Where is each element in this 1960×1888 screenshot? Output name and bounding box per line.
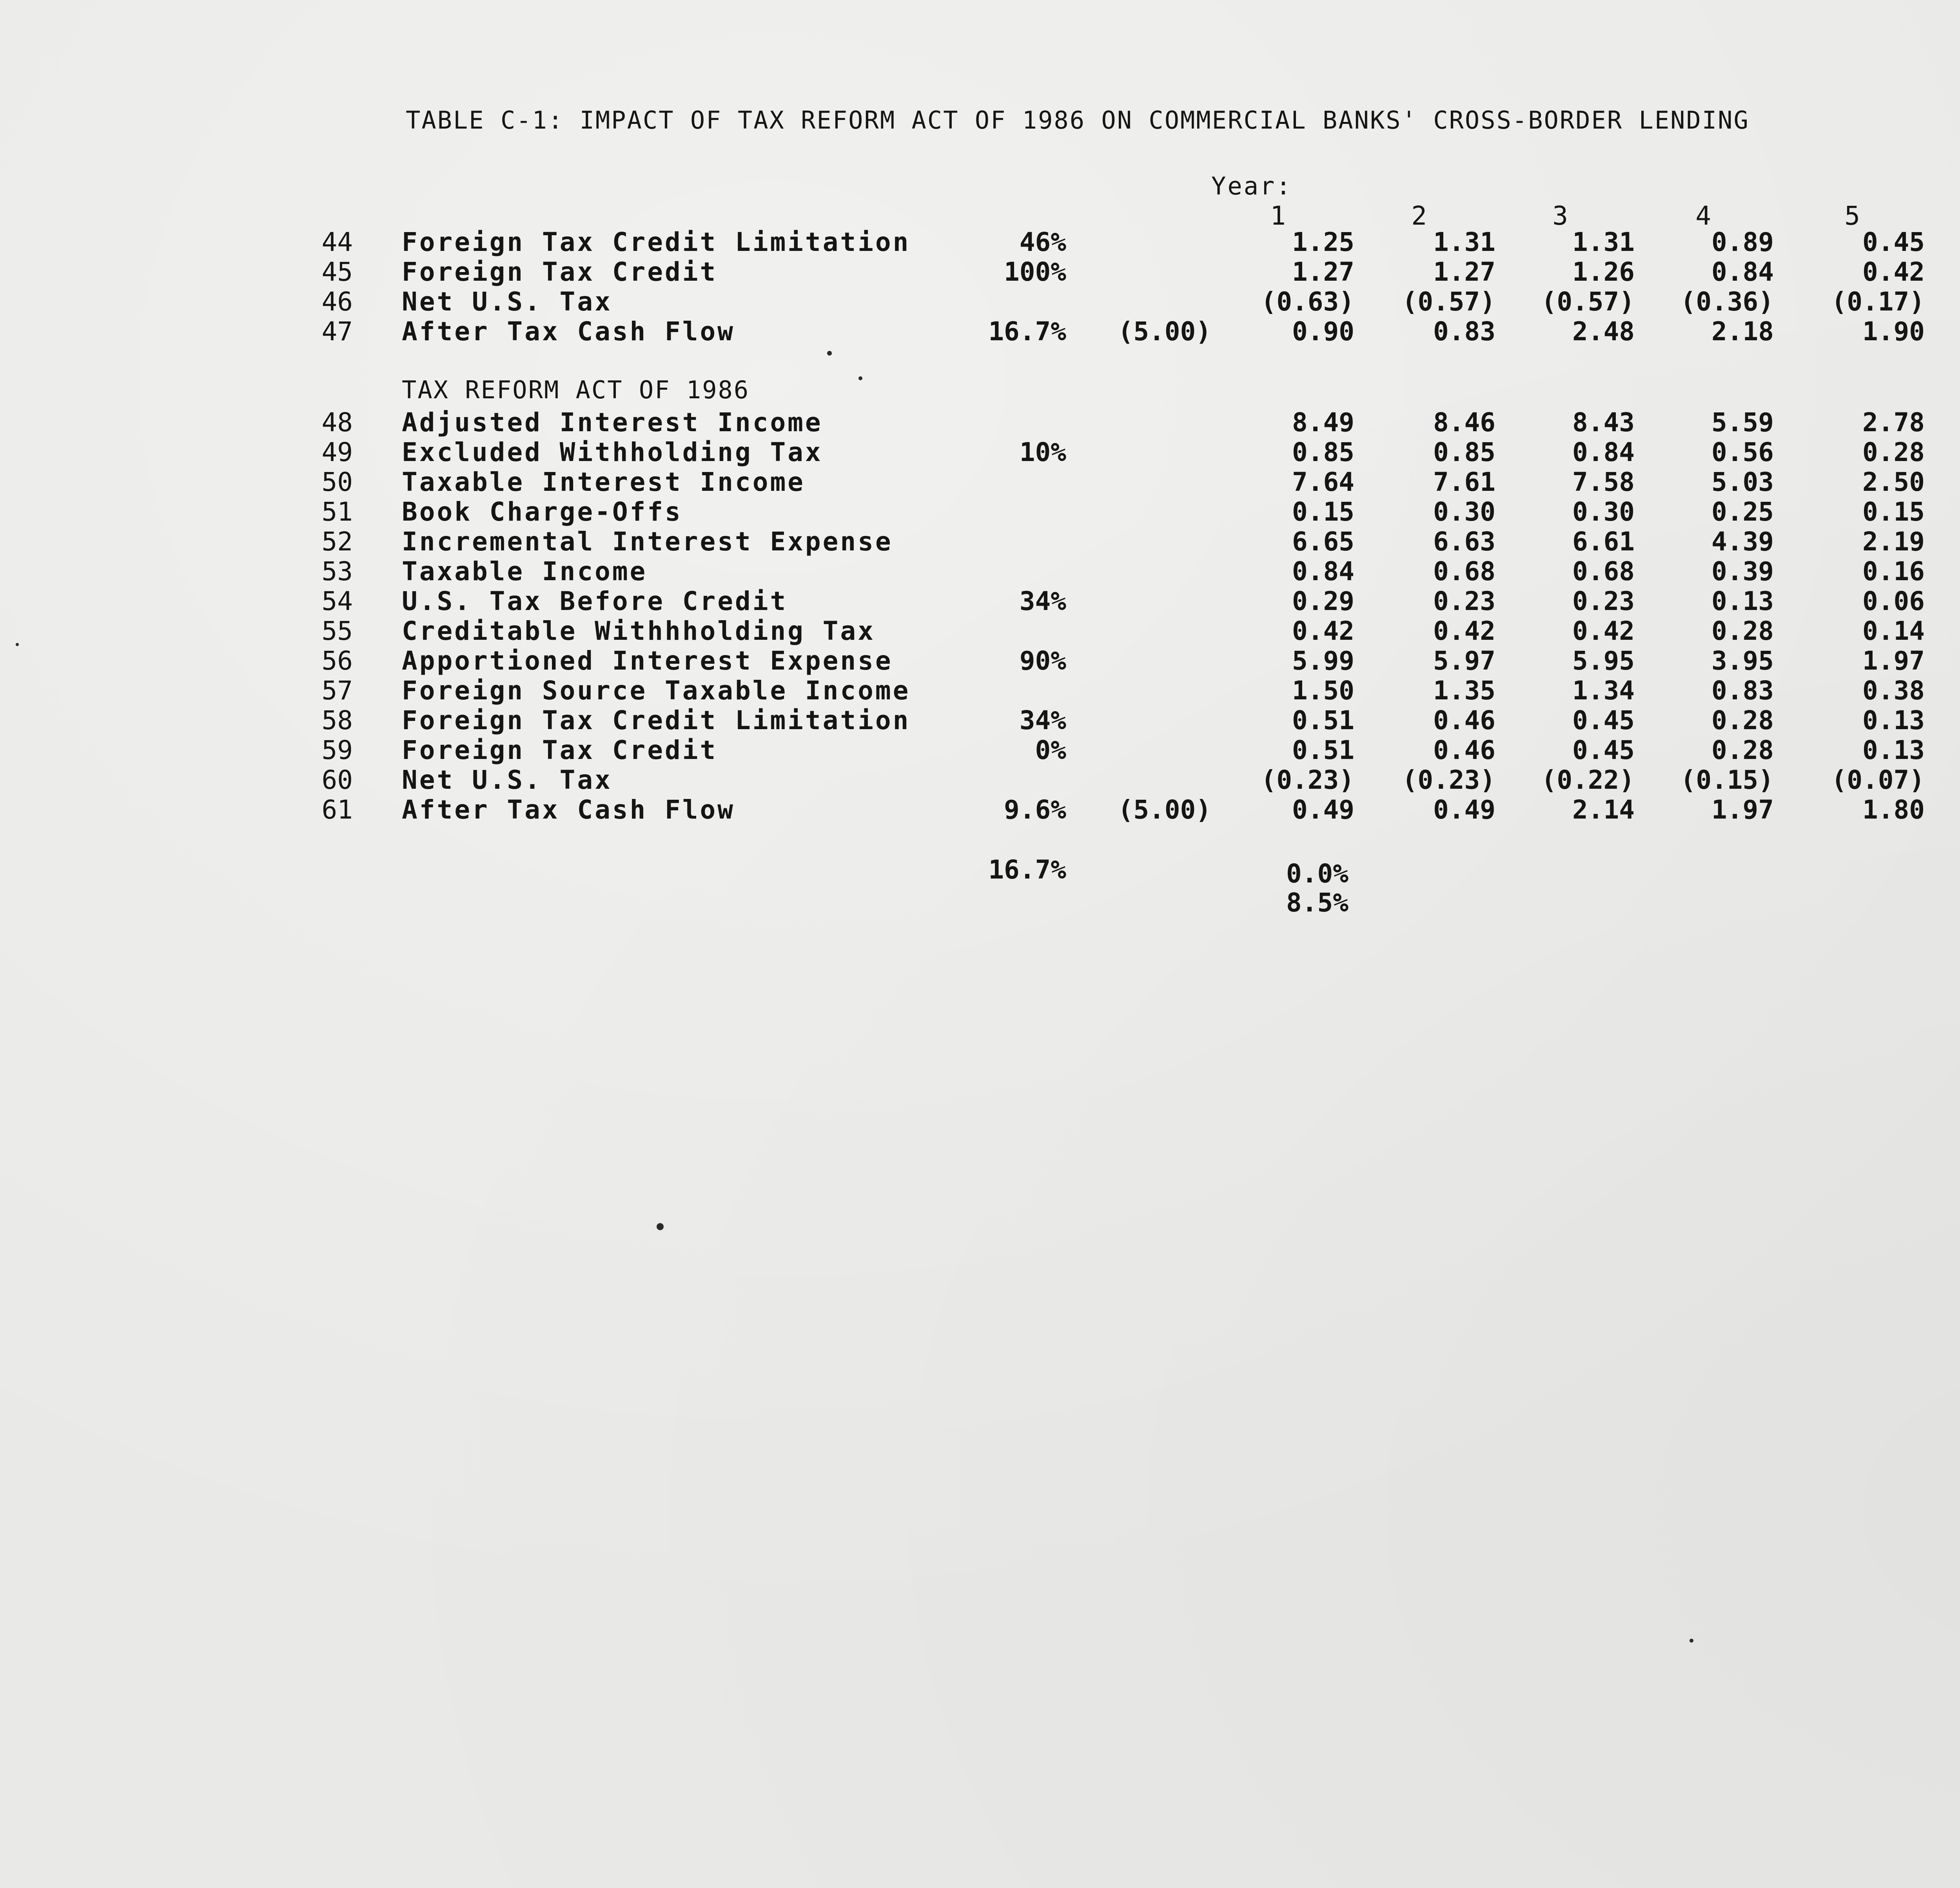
- value-year-2: 0.68: [1433, 556, 1495, 586]
- year-header-2: 2: [1411, 201, 1427, 231]
- row-label: Net U.S. Tax: [402, 765, 612, 795]
- value-year-6: [1940, 586, 1960, 616]
- row-label: Excluded Withholding Tax: [402, 437, 823, 467]
- value-year-5: 0.13: [1862, 735, 1925, 765]
- row-label: Adjusted Interest Income: [402, 407, 823, 438]
- value-year-3: 7.58: [1572, 467, 1635, 497]
- value-year-2: 0.23: [1433, 586, 1495, 616]
- value-year-3: 0.68: [1572, 556, 1635, 586]
- table-row: [0, 408, 1960, 438]
- table-row: [0, 646, 1960, 676]
- value-year-4: 0.28: [1711, 735, 1774, 765]
- value-year-1: (0.23): [1261, 765, 1354, 795]
- value-year-3: 1.34: [1572, 675, 1635, 706]
- row-rate: 34%: [1019, 586, 1066, 616]
- section-header: TAX REFORM ACT OF 1986: [402, 376, 750, 404]
- value-year-2: 0.46: [1433, 735, 1495, 765]
- row-label: Creditable Withhholding Tax: [402, 616, 875, 646]
- value-year-5: 0.28: [1862, 437, 1925, 467]
- value-year-2: 0.42: [1433, 616, 1495, 646]
- value-year-2: 7.61: [1433, 467, 1495, 497]
- table-row: [0, 227, 1960, 257]
- table-title: TABLE C-1: IMPACT OF TAX REFORM ACT OF 1986 ON COMMERCIAL BANKS' CROSS-BORDER LENDING: [406, 106, 1749, 134]
- row-number: 50: [321, 467, 353, 497]
- value-year-2: 6.63: [1433, 526, 1495, 557]
- value-year-3: 0.23: [1572, 586, 1635, 616]
- table-row: [0, 795, 1960, 825]
- value-year-3: 8.43: [1572, 407, 1635, 438]
- row-label: Foreign Tax Credit Limitation: [402, 705, 911, 735]
- value-year-1: 0.42: [1292, 616, 1354, 646]
- row-label: After Tax Cash Flow: [402, 316, 735, 347]
- row-number: 54: [321, 586, 353, 616]
- value-year-6: [1940, 735, 1960, 765]
- row-rate: 34%: [1019, 705, 1066, 735]
- row-number: 55: [321, 616, 353, 646]
- value-year-1: 0.15: [1292, 497, 1354, 527]
- row-label: Apportioned Interest Expense: [402, 646, 893, 676]
- row-rate: 46%: [1019, 227, 1066, 257]
- value-year-4: 4.39: [1711, 526, 1774, 557]
- row-number: 57: [321, 675, 353, 706]
- value-year-1: 0.29: [1292, 586, 1354, 616]
- value-year-6: [1940, 616, 1960, 646]
- value-year-2: 0.46: [1433, 705, 1495, 735]
- value-year-2: 1.27: [1433, 257, 1495, 287]
- summary-rate-post: 8.5%: [1286, 888, 1348, 918]
- table-row: [0, 317, 1960, 347]
- scan-speck: [858, 376, 862, 380]
- value-year-3: 2.14: [1572, 795, 1635, 825]
- value-year-6: [1940, 676, 1960, 706]
- value-year-4: 0.56: [1711, 437, 1774, 467]
- value-year-4: 2.18: [1711, 316, 1774, 347]
- value-year-4: 0.13: [1711, 586, 1774, 616]
- value-year-4: 0.89: [1711, 227, 1774, 257]
- year-header-5: 5: [1844, 201, 1860, 231]
- table-row: [0, 765, 1960, 795]
- scan-speck: [1690, 1639, 1693, 1643]
- value-year-1: 0.84: [1292, 556, 1354, 586]
- value-year-4: 0.28: [1711, 616, 1774, 646]
- row-label: Incremental Interest Expense: [402, 526, 893, 557]
- value-year-4: 5.59: [1711, 407, 1774, 438]
- value-year-3: 0.84: [1572, 437, 1635, 467]
- value-year-2: 5.97: [1433, 646, 1495, 676]
- value-year-5: 0.06: [1862, 586, 1925, 616]
- row-number: 59: [321, 735, 353, 765]
- value-year-2: (0.57): [1402, 287, 1495, 317]
- row-number: 48: [321, 407, 353, 438]
- value-year-6: [1940, 227, 1960, 257]
- value-year-3: 0.45: [1572, 735, 1635, 765]
- value-year-2: 8.46: [1433, 407, 1495, 438]
- value-year-3: (0.57): [1541, 287, 1635, 317]
- row-initial-outlay: (5.00): [1118, 316, 1211, 347]
- value-year-3: 1.31: [1572, 227, 1635, 257]
- row-number: 46: [321, 287, 353, 317]
- table-row: [0, 676, 1960, 706]
- table-row: [0, 497, 1960, 527]
- value-year-1: 0.49: [1292, 795, 1354, 825]
- value-year-3: 5.95: [1572, 646, 1635, 676]
- row-label: Foreign Tax Credit: [402, 735, 718, 765]
- value-year-6: [1940, 408, 1960, 438]
- row-number: 47: [321, 316, 353, 347]
- row-number: 52: [321, 526, 353, 557]
- value-year-3: 1.26: [1572, 257, 1635, 287]
- value-year-5: (0.17): [1831, 287, 1925, 317]
- row-number: 45: [321, 257, 353, 287]
- value-year-6: [1940, 795, 1960, 825]
- value-year-4: (0.36): [1680, 287, 1774, 317]
- year-header-4: 4: [1695, 201, 1711, 231]
- value-year-6: [1940, 317, 1960, 347]
- row-label: U.S. Tax Before Credit: [402, 586, 788, 616]
- value-year-1: 8.49: [1292, 407, 1354, 438]
- value-year-4: 0.25: [1711, 497, 1774, 527]
- row-label: Foreign Source Taxable Income: [402, 675, 911, 706]
- row-initial-outlay: (5.00): [1118, 795, 1211, 825]
- row-rate: 9.6%: [1004, 795, 1066, 825]
- scan-speck: [657, 1223, 664, 1230]
- table-row: [0, 706, 1960, 735]
- value-year-1: 6.65: [1292, 526, 1354, 557]
- value-year-5: 0.13: [1862, 705, 1925, 735]
- row-rate: 16.7%: [988, 316, 1066, 347]
- value-year-2: 0.85: [1433, 437, 1495, 467]
- value-year-4: 3.95: [1711, 646, 1774, 676]
- value-year-5: 1.97: [1862, 646, 1925, 676]
- row-number: 53: [321, 556, 353, 586]
- value-year-3: (0.22): [1541, 765, 1635, 795]
- value-year-6: [1940, 646, 1960, 676]
- value-year-4: 0.39: [1711, 556, 1774, 586]
- table-row: [0, 557, 1960, 586]
- value-year-3: 2.48: [1572, 316, 1635, 347]
- table-row: [0, 586, 1960, 616]
- value-year-2: (0.23): [1402, 765, 1495, 795]
- value-year-4: 1.97: [1711, 795, 1774, 825]
- value-year-6: [1940, 438, 1960, 467]
- value-year-1: 1.25: [1292, 227, 1354, 257]
- year-header-3: 3: [1552, 201, 1568, 231]
- table-row: [0, 287, 1960, 317]
- value-year-6: [1940, 257, 1960, 287]
- row-number: 49: [321, 437, 353, 467]
- value-year-2: 0.83: [1433, 316, 1495, 347]
- value-year-1: 1.50: [1292, 675, 1354, 706]
- value-year-2: 0.49: [1433, 795, 1495, 825]
- table-row: [0, 467, 1960, 497]
- row-number: 58: [321, 705, 353, 735]
- value-year-5: 0.45: [1862, 227, 1925, 257]
- value-year-5: 1.80: [1862, 795, 1925, 825]
- value-year-4: 0.83: [1711, 675, 1774, 706]
- value-year-5: (0.07): [1831, 765, 1925, 795]
- value-year-6: [1940, 557, 1960, 586]
- value-year-1: (0.63): [1261, 287, 1354, 317]
- row-label: Taxable Income: [402, 556, 648, 586]
- scan-speck: [16, 643, 19, 646]
- row-number: 56: [321, 646, 353, 676]
- value-year-2: 0.30: [1433, 497, 1495, 527]
- value-year-6: [1940, 527, 1960, 557]
- value-year-3: 6.61: [1572, 526, 1635, 557]
- value-year-2: 1.31: [1433, 227, 1495, 257]
- table-row: [0, 257, 1960, 287]
- summary-change: 0.0%: [1286, 859, 1348, 889]
- value-year-1: 0.90: [1292, 316, 1354, 347]
- value-year-6: [1940, 765, 1960, 795]
- year-header-6: [1929, 201, 1960, 231]
- value-year-4: 0.84: [1711, 257, 1774, 287]
- row-label: Taxable Interest Income: [402, 467, 805, 497]
- row-rate: 100%: [1004, 257, 1066, 287]
- value-year-5: 2.50: [1862, 467, 1925, 497]
- value-year-5: 2.78: [1862, 407, 1925, 438]
- row-label: Foreign Tax Credit: [402, 257, 718, 287]
- table-row: [0, 616, 1960, 646]
- value-year-4: 5.03: [1711, 467, 1774, 497]
- row-number: 51: [321, 497, 353, 527]
- value-year-5: 0.42: [1862, 257, 1925, 287]
- value-year-5: 0.38: [1862, 675, 1925, 706]
- row-rate: 90%: [1019, 646, 1066, 676]
- summary-rate-pre: 16.7%: [988, 855, 1066, 885]
- row-number: 61: [321, 795, 353, 825]
- value-year-1: 1.27: [1292, 257, 1354, 287]
- row-label: After Tax Cash Flow: [402, 795, 735, 825]
- value-year-1: 7.64: [1292, 467, 1354, 497]
- value-year-5: 0.14: [1862, 616, 1925, 646]
- row-label: Net U.S. Tax: [402, 287, 612, 317]
- value-year-3: 0.30: [1572, 497, 1635, 527]
- row-number: 44: [321, 227, 353, 257]
- value-year-5: 0.16: [1862, 556, 1925, 586]
- table-row: [0, 438, 1960, 467]
- year-header-1: 1: [1270, 201, 1286, 231]
- value-year-4: (0.15): [1680, 765, 1774, 795]
- value-year-2: 1.35: [1433, 675, 1495, 706]
- row-number: 60: [321, 765, 353, 795]
- value-year-5: 0.15: [1862, 497, 1925, 527]
- value-year-6: [1940, 706, 1960, 735]
- value-year-5: 2.19: [1862, 526, 1925, 557]
- row-rate: 0%: [1035, 735, 1066, 765]
- value-year-6: [1940, 467, 1960, 497]
- value-year-5: 1.90: [1862, 316, 1925, 347]
- row-label: Foreign Tax Credit Limitation: [402, 227, 911, 257]
- value-year-1: 0.51: [1292, 735, 1354, 765]
- table-row: [0, 735, 1960, 765]
- row-rate: 10%: [1019, 437, 1066, 467]
- value-year-3: 0.42: [1572, 616, 1635, 646]
- value-year-1: 5.99: [1292, 646, 1354, 676]
- value-year-3: 0.45: [1572, 705, 1635, 735]
- value-year-4: 0.28: [1711, 705, 1774, 735]
- value-year-6: [1940, 287, 1960, 317]
- value-year-6: [1940, 497, 1960, 527]
- value-year-1: 0.51: [1292, 705, 1354, 735]
- row-label: Book Charge-Offs: [402, 497, 682, 527]
- value-year-1: 0.85: [1292, 437, 1354, 467]
- year-label: Year:: [1211, 172, 1292, 200]
- scan-speck: [827, 351, 832, 356]
- table-row: [0, 527, 1960, 557]
